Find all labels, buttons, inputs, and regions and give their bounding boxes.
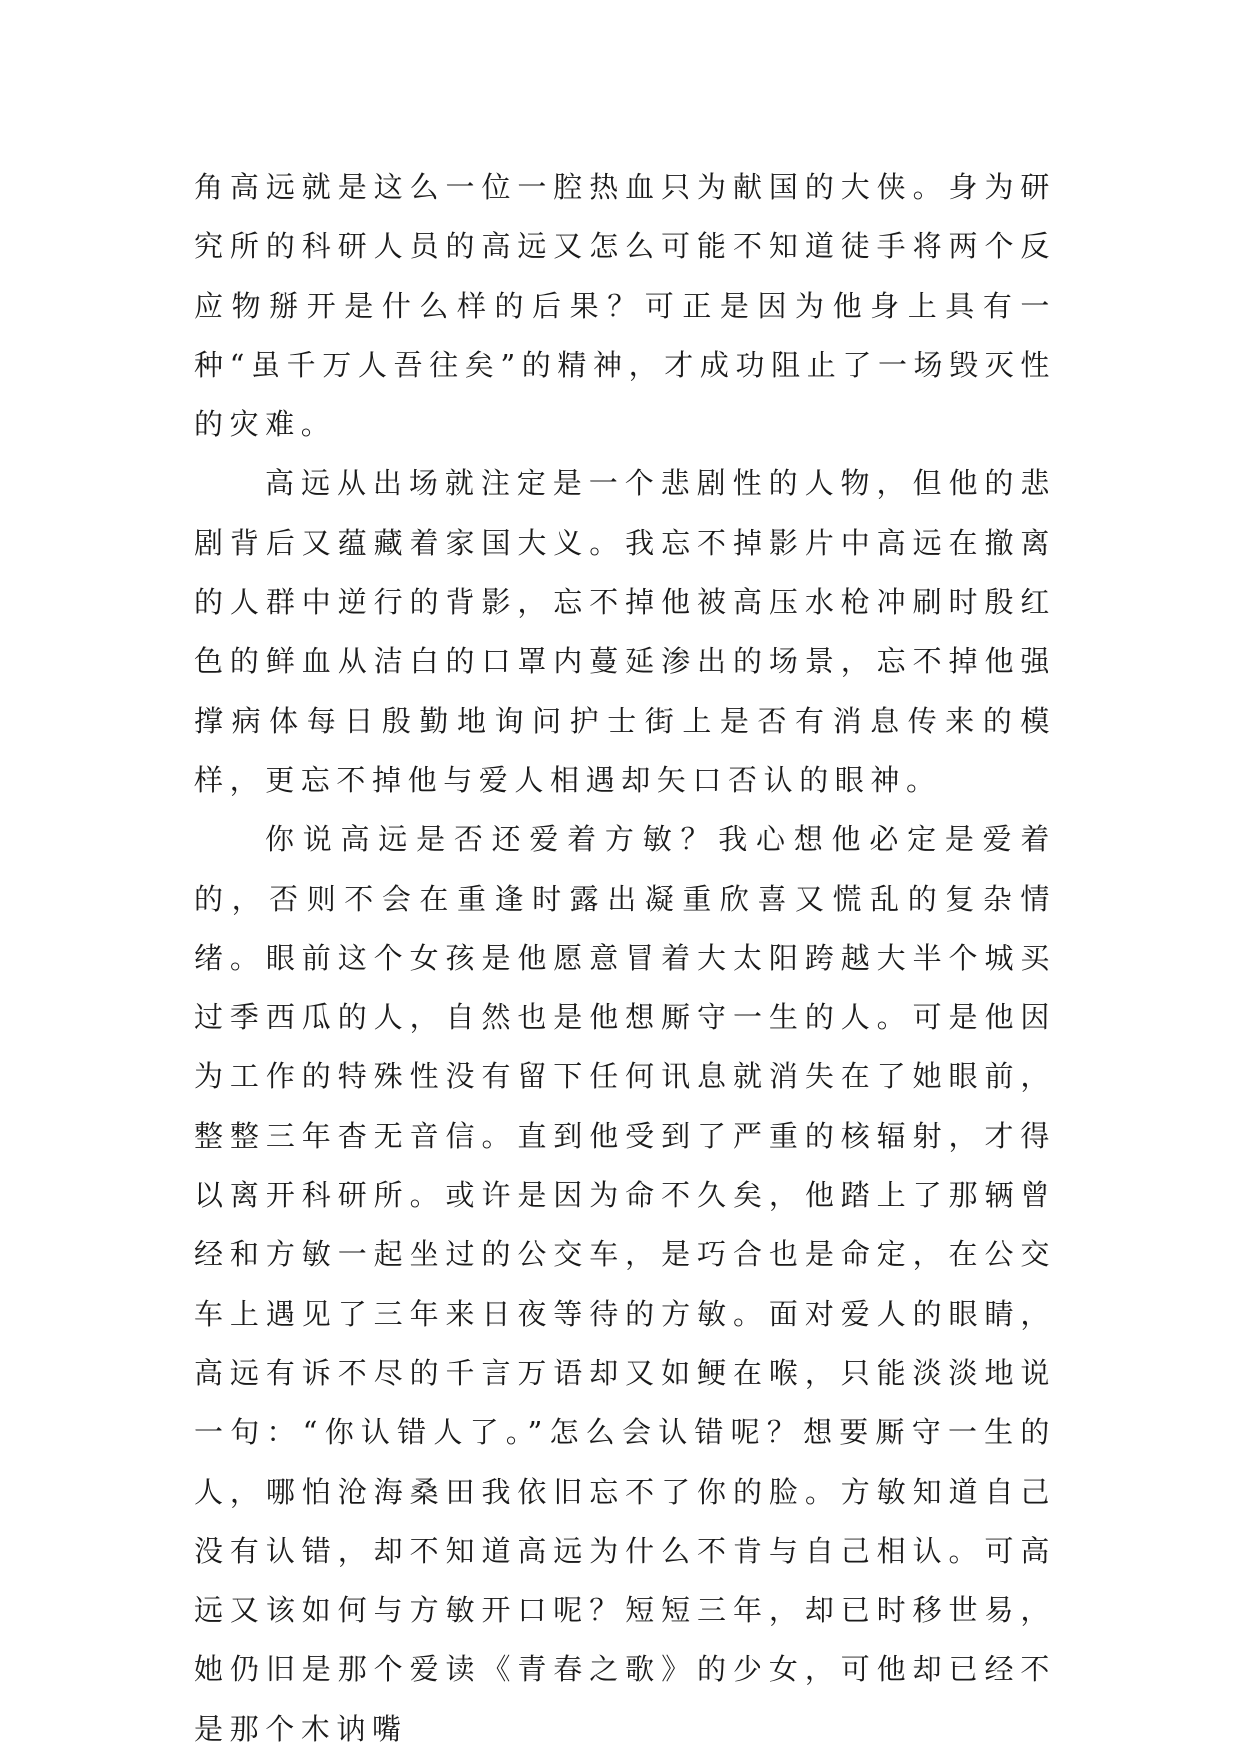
body-text — [194, 158, 1056, 1759]
paragraph-3: 你说高远是否还爱着方敏？我心想他必定是爱着的，否则不会在重逢时露出凝重欣喜又慌乱的复杂情绪。眼前这个女孩是他愿意冒着大太阳跨越大半个城买过季西瓜的人，自然也是他想厮守一生的人。可是他因为工作的特殊性没有留下任何讯息就消失在了她眼前，整整三年杳无音信。直到他受到了严重的核辐射，才得以离开科研所。或许是因为命不久矣，他踏上了那辆曾经和方敏一起坐过的公交车，是巧合也是命定，在公交车上遇见了三年来日夜等待的方敏。面对爱人的眼睛，高远有诉不尽的千言万语却又如鲠在喉，只能淡淡地说一句：“你认错人了。”怎么会认错呢？想要厮守一生的人，哪怕沧海桑田我依旧忘不了你的脸。方敏知道自己没有认错，却不知道高远为什么不肯与自己相认。可高远又该如何与方敏开口呢？短短三年，却已时移世易，她仍旧是那个爱读《青春之歌》的少女，可他却已经不是那个木讷嘴 — [194, 822, 1056, 1746]
paragraph-1: 角高远就是这么一位一腔热血只为献国的大侠。身为研究所的科研人员的高远又怎么可能不知道徒手将两个反应物掰开是什么样的后果？可正是因为他身上具有一种“虽千万人吾往矣”的精神，才成功阻止了一场毁灭性的灾难。 — [194, 170, 1056, 442]
paragraph-2: 高远从出场就注定是一个悲剧性的人物，但他的悲剧背后又蕴藏着家国大义。我忘不掉影片中高远在撤离的人群中逆行的背影，忘不掉他被高压水枪冲刷时殷红色的鲜血从洁白的口罩内蔓延渗出的场景，忘不掉他强撑病体每日殷勤地询问护士街上是否有消息传来的模样，更忘不掉他与爱人相遇却矢口否认的眼神。 — [194, 466, 1056, 797]
